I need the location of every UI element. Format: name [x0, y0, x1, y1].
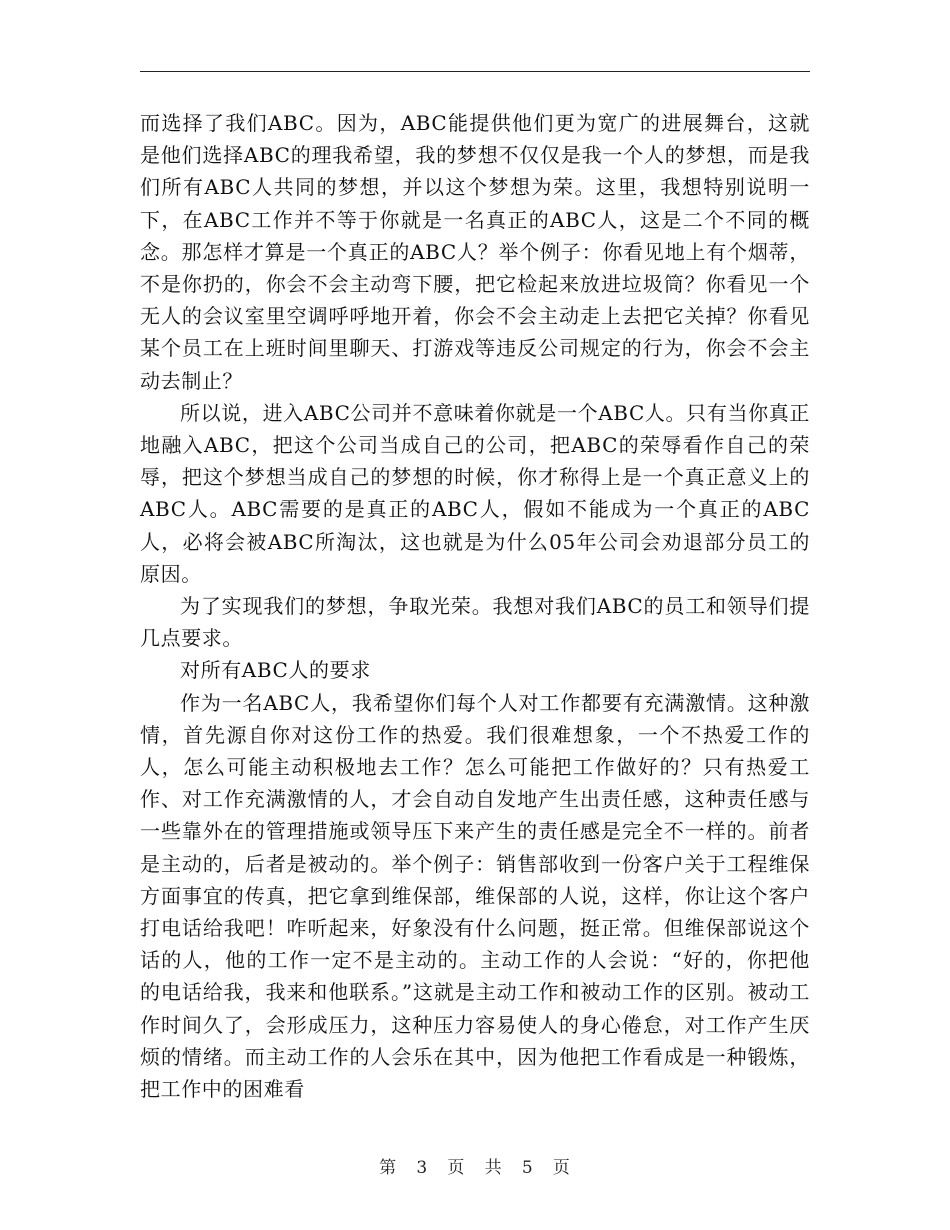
footer-label-prefix: 第	[379, 1158, 398, 1178]
footer-label-total: 共	[484, 1158, 503, 1178]
paragraph: 所以说，进入ABC公司并不意味着你就是一个ABC人。只有当你真正地融入ABC，把这个公司当成自己的公司，把ABC的荣辱看作自己的荣辱，把这个梦想当成自己的梦想的时候，你才称得上是一个真正意义上的ABC人。ABC需要的是真正的ABC人，假如不能成为一个真正的ABC人，必将会被ABC所淘汰，这也就是为什么05年公司会劝退部分员工的原因。	[140, 400, 810, 586]
header-rule	[140, 71, 810, 72]
footer-current-page: 3	[416, 1158, 429, 1178]
paragraph: 作为一名ABC人，我希望你们每个人对工作都要有充满激情。这种激情，首先源自你对这份工作的热爱。我们很难想象，一个不热爱工作的人，怎么可能主动积极地去工作？怎么可能把工作做好的？只有热爱工作、对工作充满激情的人，才会自动自发地产生出责任感，这种责任感与一些靠外在的管理措施或领导压下来产生的责任感是完全不一样的。前者是主动的，后者是被动的。举个例子：销售部收到一份客户关于工程维保方面事宜的传真，把它拿到维保部，维保部的人说，这样，你让这个客户打电话给我吧！咋听起来，好象没有什么问题，挺正常。但维保部说这个话的人，他的工作一定不是主动的。主动工作的人会说：“好的，你把他的电话给我，我来和他联系。”这就是主动工作和被动工作的区别。被动工作时间久了，会形成压力，这种压力容易使人的身心倦怠，对工作产生厌烦的情绪。而主动工作的人会乐在其中，因为他把工作看成是一种锻炼，把工作中的困难看	[140, 690, 810, 1102]
paragraph: 为了实现我们的梦想，争取光荣。我想对我们ABC的员工和领导们提几点要求。	[140, 594, 810, 651]
footer-total-pages: 5	[521, 1158, 534, 1178]
page-footer	[0, 1153, 950, 1178]
body-text	[140, 107, 810, 1105]
section-heading: 对所有ABC人的要求	[180, 658, 371, 683]
paragraph-continuation: 而选择了我们ABC。因为，ABC能提供他们更为宽广的进展舞台，这就是他们选择ABC的理我希望，我的梦想不仅仅是我一个人的梦想，而是我们所有ABC人共同的梦想，并以这个梦想为荣。这里，我想特别说明一下，在ABC工作并不等于你就是一名真正的ABC人，这是二个不同的概念。那怎样才算是一个真正的ABC人？举个例子：你看见地上有个烟蒂，不是你扔的，你会不会主动弯下腰，把它检起来放进垃圾筒？你看见一个无人的会议室里空调呼呼地开着，你会不会主动走上去把它关掉？你看见某个员工在上班时间里聊天、打游戏等违反公司规定的行为，你会不会主动去制止？	[140, 111, 810, 393]
footer-label-suffix: 页	[552, 1158, 571, 1178]
footer-label-page: 页	[447, 1158, 466, 1178]
